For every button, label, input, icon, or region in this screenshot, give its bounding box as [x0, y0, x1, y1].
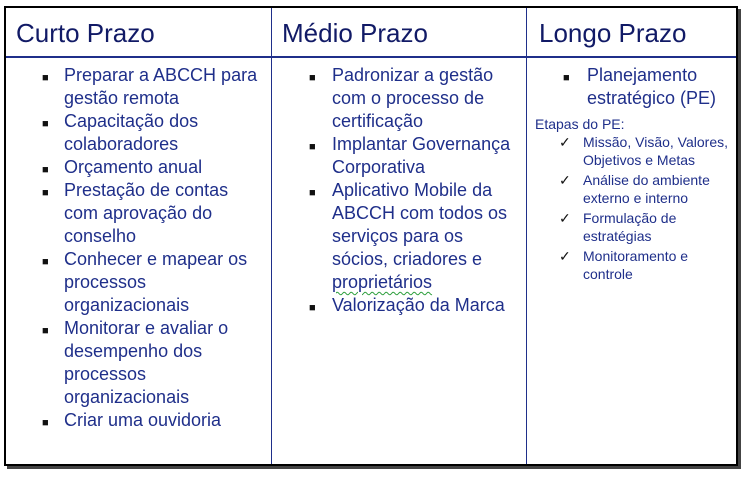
square-bullet-icon: ■	[42, 256, 49, 268]
item-list	[272, 64, 526, 317]
column-longo-prazo	[527, 8, 736, 464]
list-item: ■ Preparar a ABCCH para gestão remota	[42, 65, 258, 108]
list-item: ■ Monitorar e avaliar o desempenho dos processos organizacionais	[42, 318, 229, 407]
etapas-list	[527, 133, 736, 283]
square-bullet-icon: ■	[42, 164, 49, 176]
checkmark-icon: ✓	[559, 210, 571, 226]
square-bullet-icon: ■	[42, 187, 49, 199]
list-item: ■ Conhecer e mapear os processos organizacionais	[42, 249, 248, 315]
checkmark-icon: ✓	[559, 248, 571, 264]
column-header: Curto Prazo	[6, 8, 271, 58]
list-item: ✓ Formulação de estratégias	[559, 210, 677, 244]
column-header: Médio Prazo	[272, 8, 526, 58]
etapas-label: Etapas do PE:	[535, 116, 625, 132]
item-list	[527, 64, 736, 110]
column-header: Longo Prazo	[527, 8, 736, 58]
column-curto-prazo	[6, 8, 272, 464]
square-bullet-icon: ■	[42, 118, 49, 130]
square-bullet-icon: ■	[309, 72, 316, 84]
list-item: ✓ Missão, Visão, Valores, Objetivos e Metas	[559, 134, 728, 168]
list-item: ■ Padronizar a gestão com o processo de certificação	[309, 65, 494, 131]
spellcheck-word: proprietários	[332, 272, 433, 292]
list-item: ■ Criar uma ouvidoria	[6, 409, 271, 432]
square-bullet-icon: ■	[42, 72, 49, 84]
column-medio-prazo	[272, 8, 527, 464]
list-item: ■ Planejamento estratégico (PE)	[563, 65, 717, 108]
list-item: ✓ Monitoramento e controle	[559, 248, 689, 282]
square-bullet-icon: ■	[309, 141, 316, 153]
square-bullet-icon: ■	[563, 72, 570, 84]
list-item: ■ Orçamento anual	[6, 156, 271, 179]
list-item: ✓ Análise do ambiente externo e interno	[559, 172, 710, 206]
item-list	[6, 64, 271, 432]
planning-table	[4, 6, 738, 466]
checkmark-icon: ✓	[559, 134, 571, 150]
list-item: ■ Prestação de contas com aprovação do conselho	[42, 180, 229, 246]
list-item: ■ Valorização da Marca	[272, 294, 526, 317]
square-bullet-icon: ■	[42, 417, 49, 429]
list-item: ■ Capacitação dos colaboradores	[42, 111, 199, 154]
square-bullet-icon: ■	[309, 187, 316, 199]
square-bullet-icon: ■	[42, 325, 49, 337]
list-item: ■ Aplicativo Mobile da ABCCH com todos os serviços para os sócios, criadores e proprietários	[309, 180, 508, 292]
square-bullet-icon: ■	[309, 302, 316, 314]
checkmark-icon: ✓	[559, 172, 571, 188]
list-item: ■ Implantar Governança Corporativa	[309, 134, 511, 177]
